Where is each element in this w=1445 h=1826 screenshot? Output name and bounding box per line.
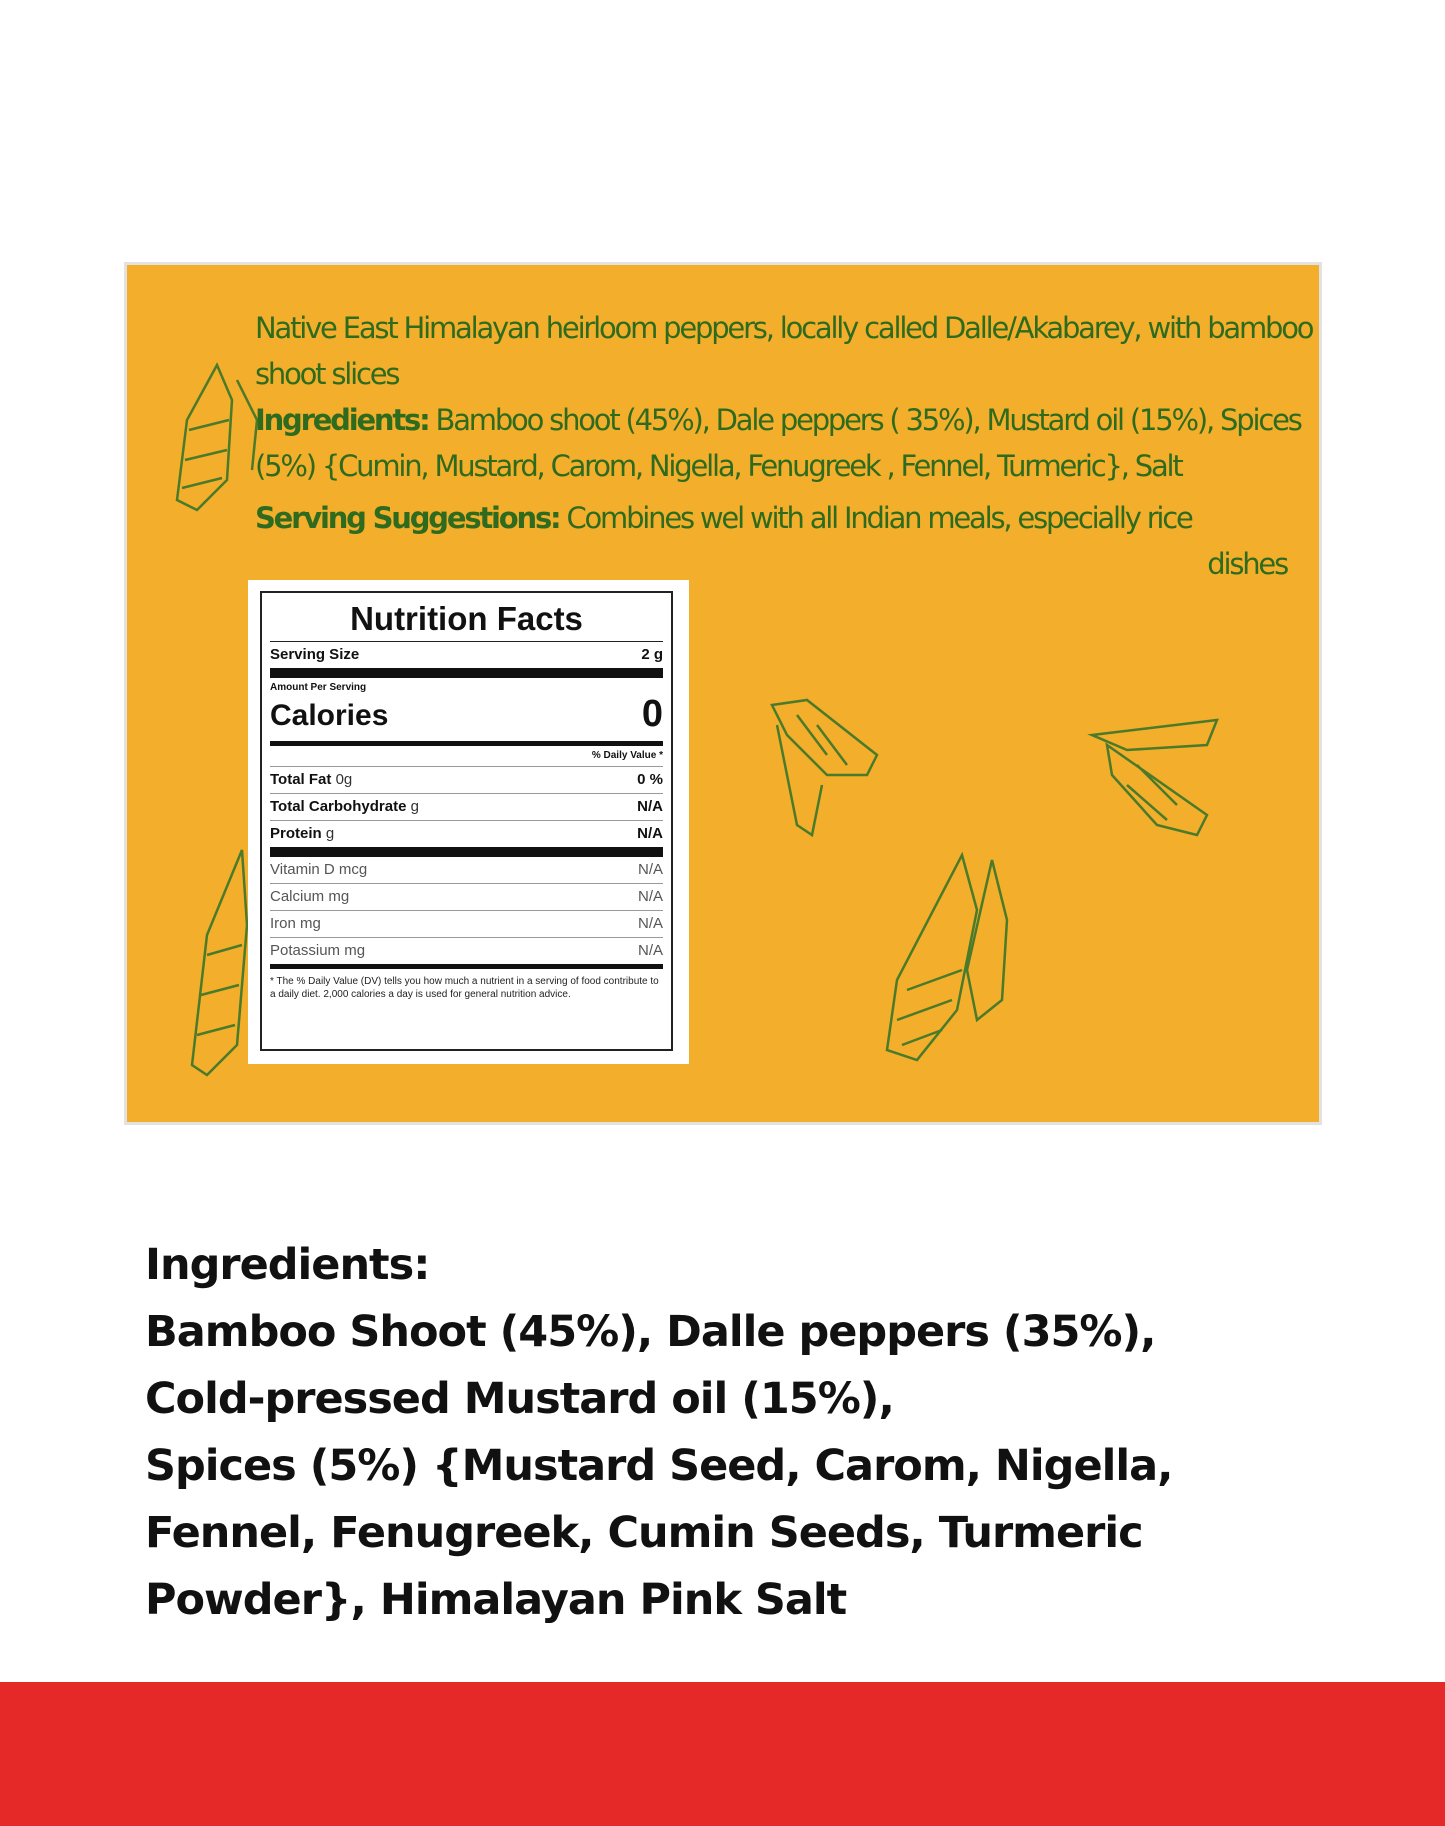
nutrient-label: Total Fat <box>270 771 332 788</box>
serving-size-value: 2 g <box>641 646 663 663</box>
nutrition-facts-panel <box>248 580 689 1064</box>
serving-size-row <box>270 642 663 668</box>
nutrient-row <box>270 821 663 847</box>
nutrient-row <box>270 767 663 794</box>
label-ingredients-heading: Ingredients: <box>255 403 429 437</box>
label-ingredients-text: Bamboo shoot (45%), Dale peppers ( 35%), Mustard oil (15%), Spices (5%) {Cumin, Mustard, Carom, Nigella, Fenugreek , Fennel, Turmeric}, Salt <box>255 403 1301 483</box>
ingredients-line: Spices (5%) {Mustard Seed, Carom, Nigella, <box>145 1441 1173 1491</box>
calories-value: 0 <box>641 693 663 735</box>
serving-suggestions <box>255 495 1315 541</box>
serving-text-end: dishes <box>1207 547 1287 581</box>
serving-size-label: Serving Size <box>270 646 360 663</box>
calories-row <box>270 693 663 735</box>
nutrient-label: Protein <box>270 825 322 842</box>
ingredients-line: Powder}, Himalayan Pink Salt <box>145 1575 847 1625</box>
amount-per-serving: Amount Per Serving <box>270 682 367 693</box>
label-text-block <box>255 305 1315 587</box>
nutrition-facts-table <box>260 591 673 1051</box>
serving-text: Combines wel with all Indian meals, especially rice <box>566 501 1192 535</box>
bamboo-shoot-icon <box>157 360 267 520</box>
ingredients-heading: Ingredients: <box>145 1240 430 1290</box>
vitamin-row <box>270 938 663 964</box>
nutrient-unit: 0g <box>335 771 353 788</box>
nutrition-title: Nutrition Facts <box>350 600 583 637</box>
ingredients-line: Bamboo Shoot (45%), Dalle peppers (35%), <box>145 1307 1156 1357</box>
serving-heading: Serving Suggestions: <box>255 501 560 535</box>
vitamin-label: Iron mg <box>270 915 321 932</box>
bamboo-shoot-icon <box>767 695 887 845</box>
vitamin-row <box>270 884 663 911</box>
product-description: Native East Himalayan heirloom peppers, locally called Dalle/Akabarey, with bamboo shoot slices <box>255 311 1313 391</box>
nutrient-label: Total Carbohydrate <box>270 798 407 815</box>
vitamin-row <box>270 857 663 884</box>
vitamin-value: N/A <box>637 861 663 878</box>
vitamin-value: N/A <box>637 888 663 905</box>
vitamin-value: N/A <box>637 915 663 932</box>
ingredients-line: Fennel, Fenugreek, Cumin Seeds, Turmeric <box>145 1508 1143 1558</box>
vitamin-label: Potassium mg <box>270 942 366 959</box>
nutrition-footnote: * The % Daily Value (DV) tells you how much a nutrient in a serving of food contribute to a daily diet. 2,000 calories a day is used for general nutrition advice. <box>270 976 659 1000</box>
vitamin-value: N/A <box>637 942 663 959</box>
bamboo-shoot-icon <box>187 845 257 1085</box>
bamboo-shoot-icon <box>1087 715 1237 845</box>
footer-bar <box>0 1682 1445 1826</box>
ingredients-section <box>145 1232 1365 1634</box>
nutrient-unit: g <box>410 798 419 815</box>
daily-value-header: % Daily Value * <box>270 746 663 767</box>
label-ingredients <box>255 397 1315 489</box>
vitamin-row <box>270 911 663 938</box>
product-label-panel <box>124 262 1322 1125</box>
nutrient-value: 0 % <box>637 771 663 788</box>
nutrient-row <box>270 794 663 821</box>
ingredients-line: Cold-pressed Mustard oil (15%), <box>145 1374 894 1424</box>
nutrient-value: N/A <box>637 825 663 842</box>
vitamin-label: Vitamin D mcg <box>270 861 368 878</box>
vitamin-label: Calcium mg <box>270 888 350 905</box>
nutrient-value: N/A <box>637 798 663 815</box>
nutrient-unit: g <box>325 825 335 842</box>
calories-label: Calories <box>270 699 389 732</box>
bamboo-shoot-icon <box>867 850 1037 1080</box>
